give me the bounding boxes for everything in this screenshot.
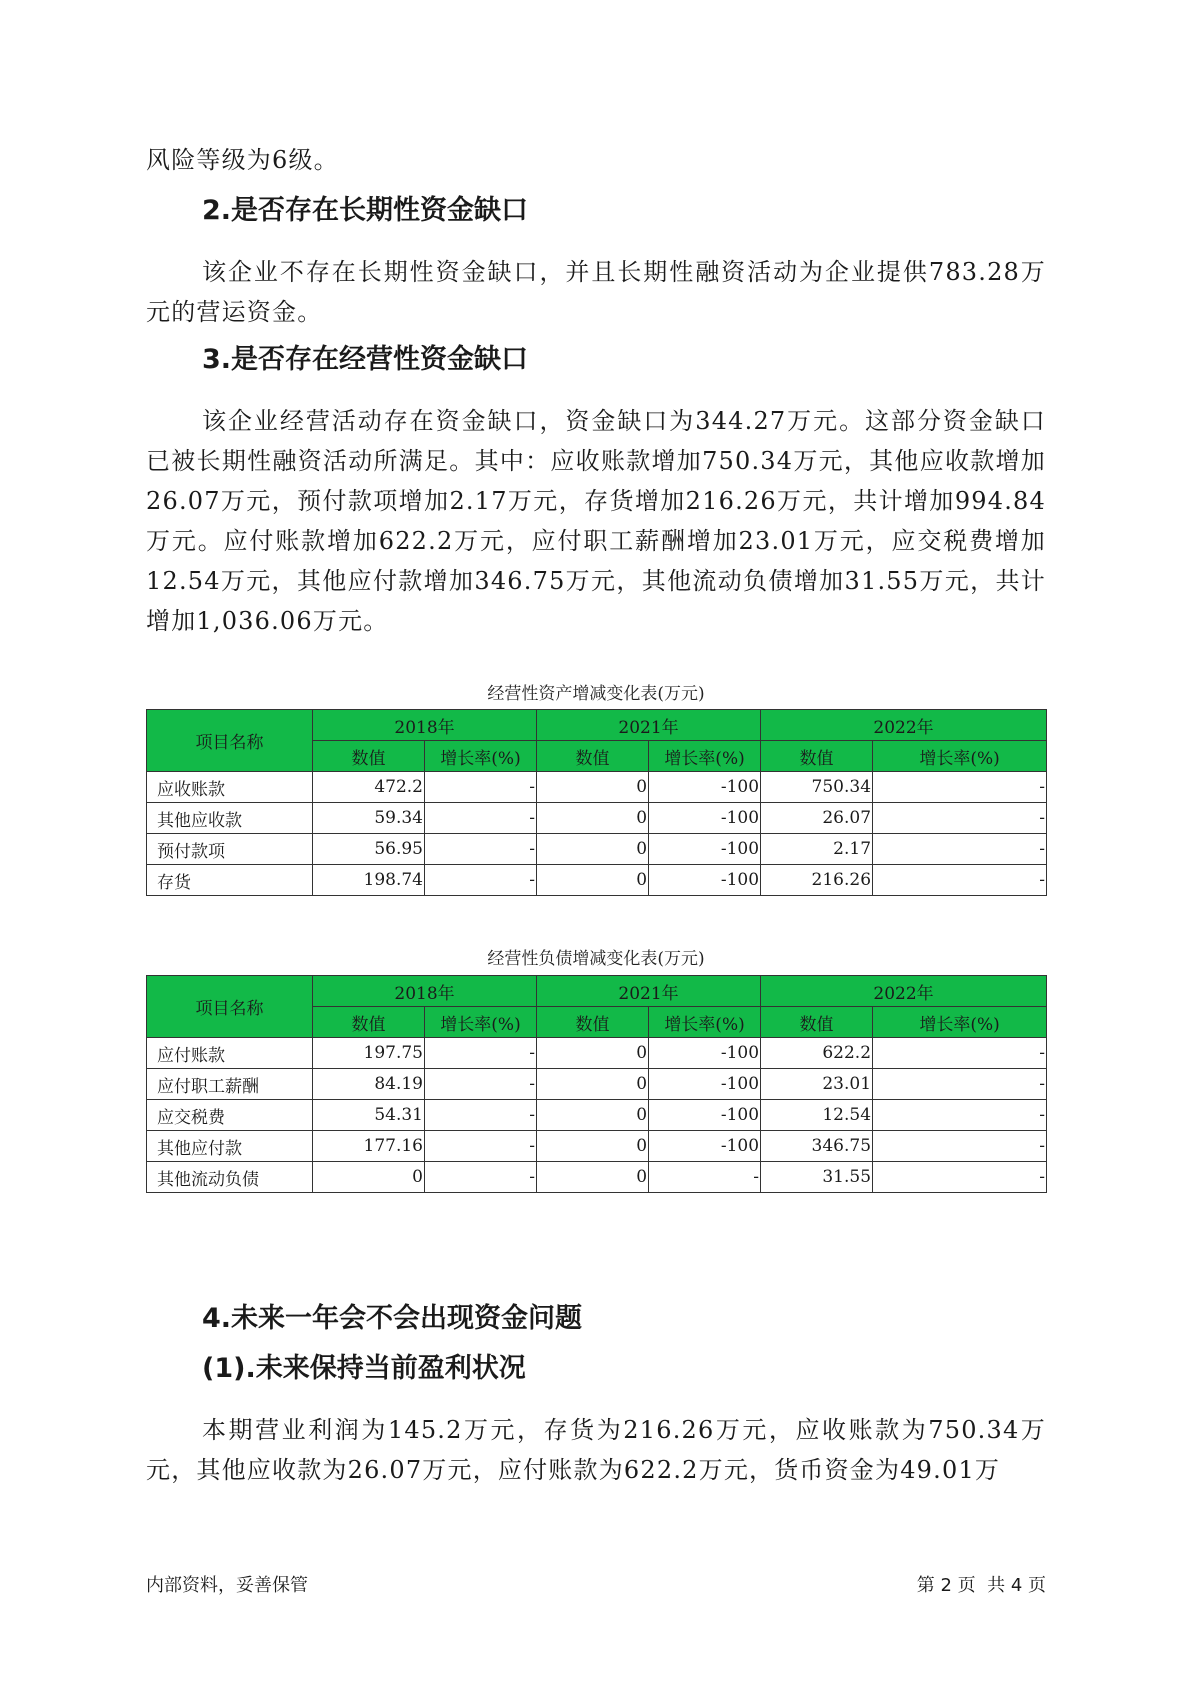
value-header: 数值	[537, 1007, 649, 1038]
cell: -	[873, 1100, 1047, 1131]
cell: -100	[649, 1131, 761, 1162]
cell: 198.74	[313, 865, 425, 896]
table-row	[147, 834, 1047, 865]
cell: 177.16	[313, 1131, 425, 1162]
cell: 0	[537, 834, 649, 865]
cell: -	[425, 1162, 537, 1193]
table-row	[147, 1069, 1047, 1100]
footer-page-number: 第 2 页 共 4 页	[916, 1575, 1046, 1596]
cell: -	[425, 1038, 537, 1069]
section-4-paragraph: 本期营业利润为145.2万元，存货为216.26万元，应收账款为750.34万元，其他应收款为26.07万元，应付账款为622.2万元，货币资金为49.01万	[146, 1416, 1046, 1484]
cell: 0	[313, 1162, 425, 1193]
cell: 12.54	[761, 1100, 873, 1131]
cell: -100	[649, 1100, 761, 1131]
cell: 84.19	[313, 1069, 425, 1100]
cell: -	[873, 834, 1047, 865]
year-header: 2021年	[537, 710, 761, 741]
cell: 0	[537, 772, 649, 803]
assets-table-caption: 经营性资产增减变化表(万元)	[487, 684, 705, 704]
cell: -100	[649, 803, 761, 834]
growth-rate-header: 增长率(%)	[649, 1007, 761, 1038]
row-name: 存货	[147, 865, 313, 896]
value-header: 数值	[537, 741, 649, 772]
growth-rate-header: 增长率(%)	[425, 1007, 537, 1038]
cell: 26.07	[761, 803, 873, 834]
row-name: 应付职工薪酬	[147, 1069, 313, 1100]
section-3-paragraph: 该企业经营活动存在资金缺口，资金缺口为344.27万元。这部分资金缺口已被长期性融资活动所满足。其中：应收账款增加750.34万元，其他应收款增加26.07万元，预付款项增加2.17万元，存货增加216.26万元，共计增加994.84万元。应付账款增加622.2万元，应付职工薪酬增加23.01万元，应交税费增加12.54万元，其他应付款增加346.75万元，其他流动负债增加31.55万元，共计增加1,036.06万元。	[146, 407, 1046, 635]
cell: -	[425, 803, 537, 834]
cell: 472.2	[313, 772, 425, 803]
cell: -	[873, 772, 1047, 803]
cell: 0	[537, 1162, 649, 1193]
cell: 0	[537, 1069, 649, 1100]
row-name: 应付账款	[147, 1038, 313, 1069]
table-row	[147, 803, 1047, 834]
year-header: 2022年	[761, 710, 1047, 741]
section-4-subheading: (1).未来保持当前盈利状况	[202, 1353, 526, 1384]
section-4-heading: 4.未来一年会不会出现资金问题	[202, 1303, 583, 1334]
item-name-header: 项目名称	[147, 710, 313, 772]
assets-table	[146, 709, 1047, 896]
row-name: 其他流动负债	[147, 1162, 313, 1193]
year-header: 2021年	[537, 976, 761, 1007]
row-name: 应收账款	[147, 772, 313, 803]
cell: -	[873, 1069, 1047, 1100]
table-row	[147, 1131, 1047, 1162]
cell: -	[425, 772, 537, 803]
item-name-header: 项目名称	[147, 976, 313, 1038]
table-row	[147, 865, 1047, 896]
cell: 2.17	[761, 834, 873, 865]
growth-rate-header: 增长率(%)	[425, 741, 537, 772]
section-2-paragraph: 该企业不存在长期性资金缺口，并且长期性融资活动为企业提供783.28万元的营运资金。	[146, 258, 1046, 326]
year-header: 2018年	[313, 710, 537, 741]
cell: 56.95	[313, 834, 425, 865]
growth-rate-header: 增长率(%)	[873, 741, 1047, 772]
cell: -	[425, 1069, 537, 1100]
liabilities-table	[146, 975, 1047, 1193]
cell: -	[425, 1100, 537, 1131]
cell: -	[873, 865, 1047, 896]
cell: -	[873, 1162, 1047, 1193]
cell: -	[425, 865, 537, 896]
cell: 0	[537, 1038, 649, 1069]
table-row	[147, 1100, 1047, 1131]
year-header: 2018年	[313, 976, 537, 1007]
year-header: 2022年	[761, 976, 1047, 1007]
section-2-heading: 2.是否存在长期性资金缺口	[202, 195, 529, 226]
growth-rate-header: 增长率(%)	[873, 1007, 1047, 1038]
value-header: 数值	[313, 1007, 425, 1038]
cell: 216.26	[761, 865, 873, 896]
cell: -	[873, 1131, 1047, 1162]
cell: -100	[649, 865, 761, 896]
cell: -	[873, 803, 1047, 834]
cell: -	[425, 834, 537, 865]
intro-text: 风险等级为6级。	[146, 146, 339, 174]
row-name: 预付款项	[147, 834, 313, 865]
cell: 622.2	[761, 1038, 873, 1069]
cell: -	[425, 1131, 537, 1162]
growth-rate-header: 增长率(%)	[649, 741, 761, 772]
row-name: 其他应付款	[147, 1131, 313, 1162]
row-name: 其他应收款	[147, 803, 313, 834]
cell: 750.34	[761, 772, 873, 803]
cell: -	[873, 1038, 1047, 1069]
cell: -100	[649, 1038, 761, 1069]
cell: -	[649, 1162, 761, 1193]
row-name: 应交税费	[147, 1100, 313, 1131]
section-3-heading: 3.是否存在经营性资金缺口	[202, 344, 529, 375]
cell: -100	[649, 1069, 761, 1100]
cell: 31.55	[761, 1162, 873, 1193]
cell: 59.34	[313, 803, 425, 834]
cell: -100	[649, 772, 761, 803]
cell: -100	[649, 834, 761, 865]
table-row	[147, 1038, 1047, 1069]
cell: 0	[537, 803, 649, 834]
cell: 54.31	[313, 1100, 425, 1131]
cell: 346.75	[761, 1131, 873, 1162]
cell: 23.01	[761, 1069, 873, 1100]
value-header: 数值	[761, 1007, 873, 1038]
value-header: 数值	[313, 741, 425, 772]
cell: 0	[537, 865, 649, 896]
cell: 0	[537, 1131, 649, 1162]
value-header: 数值	[761, 741, 873, 772]
footer-confidential-note: 内部资料，妥善保管	[146, 1575, 308, 1596]
table-row	[147, 772, 1047, 803]
liabilities-table-caption: 经营性负债增减变化表(万元)	[487, 949, 705, 969]
cell: 0	[537, 1100, 649, 1131]
table-row	[147, 1162, 1047, 1193]
cell: 197.75	[313, 1038, 425, 1069]
